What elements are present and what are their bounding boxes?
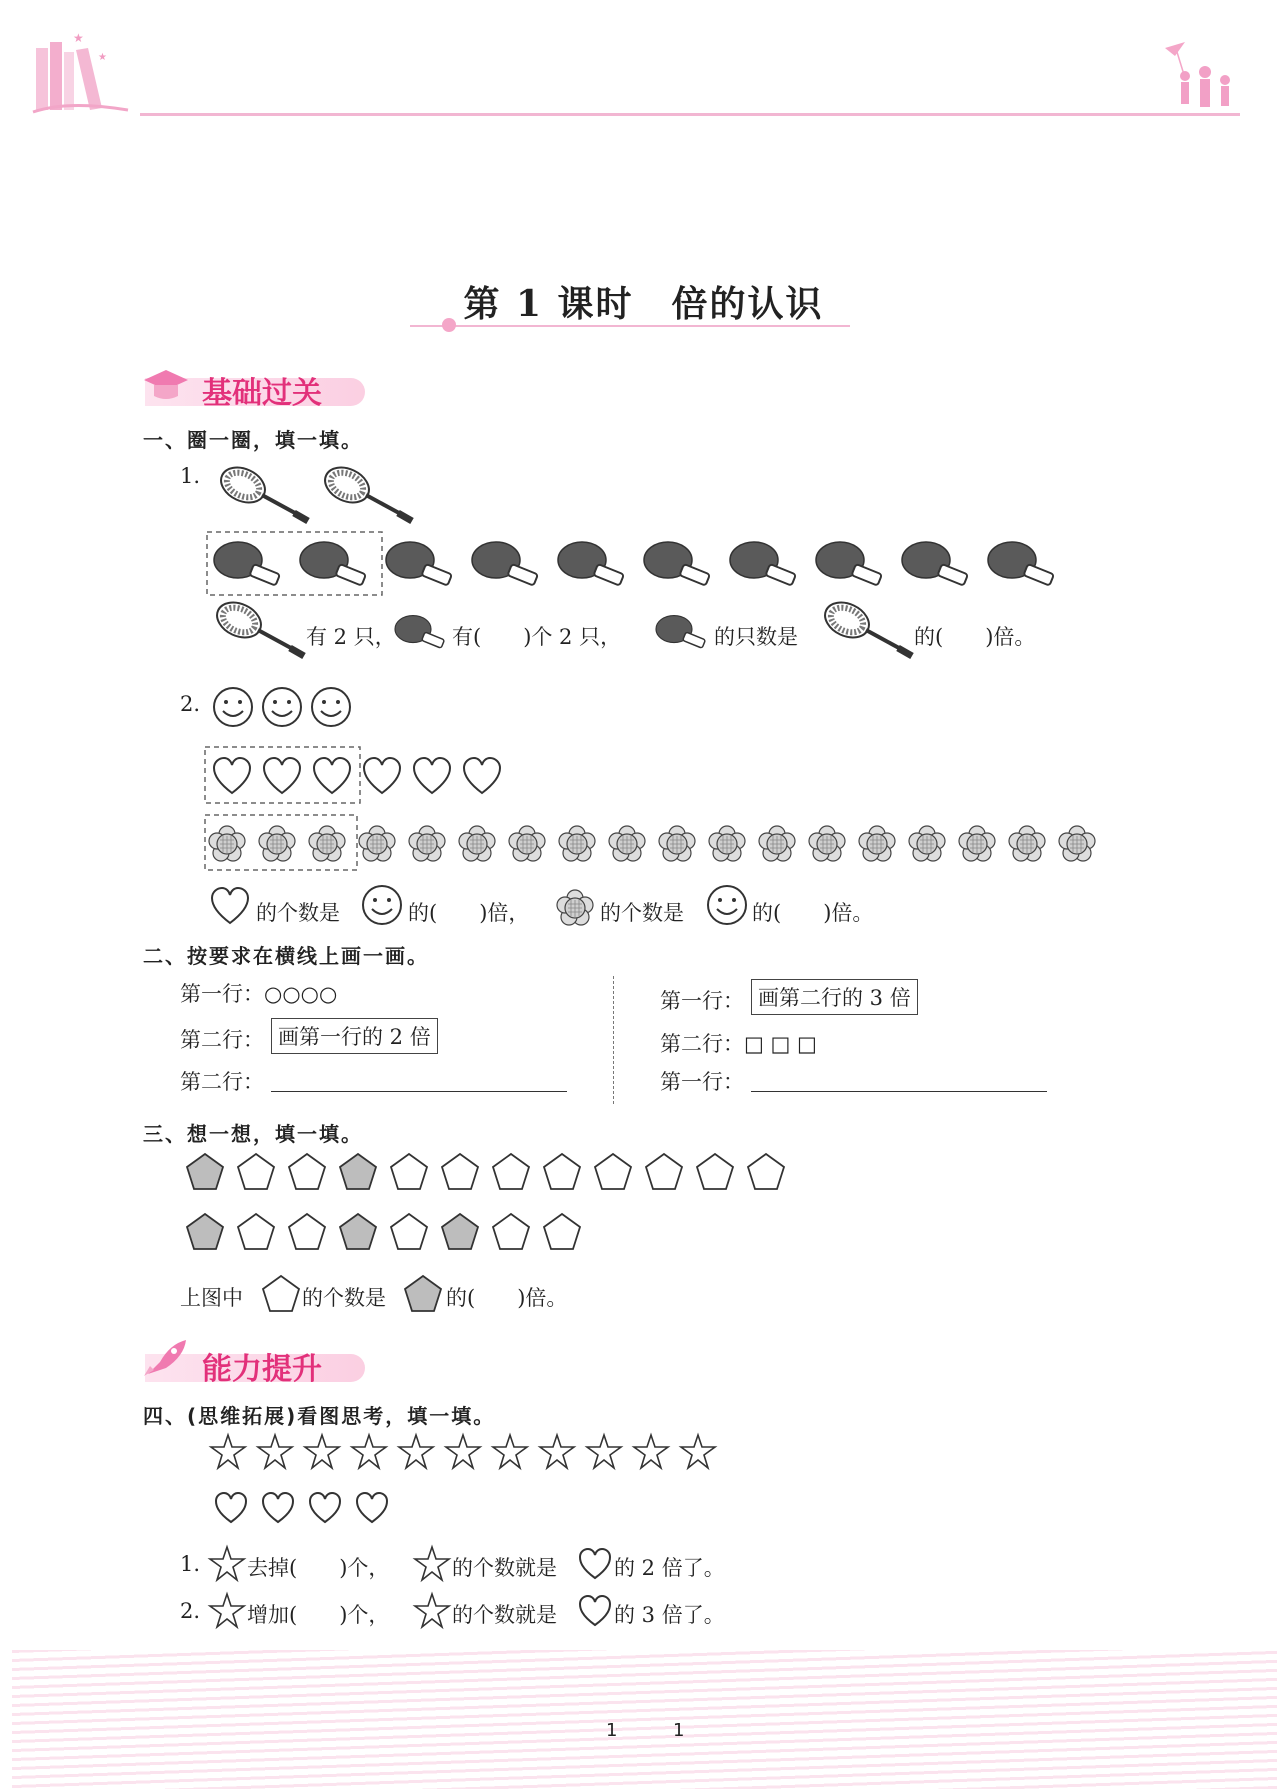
q2-right-row2: 第二行：□ □ □ bbox=[660, 1032, 817, 1056]
question-4-heading: 四、(思维拓展)看图思考，填一填。 bbox=[143, 1404, 496, 1428]
star-icon bbox=[540, 1435, 574, 1468]
flower-icon bbox=[259, 826, 295, 861]
star-icon bbox=[210, 1594, 244, 1627]
heart-icon bbox=[357, 1493, 387, 1522]
svg-text:★: ★ bbox=[98, 52, 107, 63]
star-icon bbox=[258, 1435, 292, 1468]
paddle-icon bbox=[395, 616, 444, 649]
pentagon-icon bbox=[493, 1214, 529, 1249]
question-2-heading: 二、按要求在横线上画一画。 bbox=[143, 944, 429, 968]
question-1-heading: 一、圈一圈，填一填。 bbox=[143, 428, 363, 452]
rocket-icon bbox=[140, 1336, 192, 1384]
pentagon-icon bbox=[544, 1154, 580, 1189]
flower-icon bbox=[609, 826, 645, 861]
q2-left-answer-line[interactable] bbox=[271, 1090, 567, 1092]
pentagon-icon bbox=[289, 1214, 325, 1249]
racket-icon bbox=[215, 461, 308, 521]
q2-left-row1: 第一行：○○○○ bbox=[180, 982, 338, 1006]
q4-1-text-b: 的个数就是 bbox=[452, 1556, 557, 1580]
star-icon bbox=[681, 1435, 715, 1468]
flower-icon bbox=[1009, 826, 1045, 861]
flower-icon bbox=[1059, 826, 1095, 861]
q4-1-text-c: 的 2 倍了。 bbox=[614, 1556, 725, 1580]
pentagon-icon bbox=[391, 1214, 427, 1249]
heart-icon bbox=[263, 1493, 293, 1522]
paddle-icon bbox=[386, 542, 452, 586]
paddle-icon bbox=[558, 542, 624, 586]
q2-right-row1-label: 第一行： bbox=[660, 989, 744, 1013]
page-title: 第 1 课时 倍的认识 bbox=[463, 283, 824, 325]
pentagon-icon bbox=[646, 1154, 682, 1189]
flower-icon bbox=[209, 826, 245, 861]
pentagon-icon bbox=[595, 1154, 631, 1189]
question-3-heading: 三、想一想，填一填。 bbox=[143, 1122, 363, 1146]
item-1-number: 1. bbox=[180, 464, 201, 488]
pentagon-icon bbox=[289, 1154, 325, 1189]
star-icon bbox=[415, 1594, 449, 1627]
smiley-icon bbox=[312, 688, 350, 726]
heart-icon bbox=[214, 758, 250, 793]
flower-icon bbox=[559, 826, 595, 861]
flower-row bbox=[209, 826, 1095, 861]
page-number-left: 1 bbox=[606, 1720, 618, 1741]
q1-2-text-a: 的个数是 bbox=[256, 901, 340, 925]
q4-2-text-a: 增加( )个， bbox=[247, 1603, 390, 1627]
q2-right-answer-line[interactable] bbox=[751, 1090, 1047, 1092]
paddle-icon bbox=[816, 542, 882, 586]
flower-icon bbox=[509, 826, 545, 861]
racket-icon bbox=[211, 596, 304, 656]
q4-2-number: 2. bbox=[180, 1599, 201, 1623]
star-icon bbox=[446, 1435, 480, 1468]
paddle-icon bbox=[214, 542, 280, 586]
q2-left-row2-label: 第二行： bbox=[180, 1028, 264, 1052]
racket-icon bbox=[819, 596, 912, 656]
item-2-number: 2. bbox=[180, 692, 201, 716]
pentagon-row-2 bbox=[187, 1214, 580, 1249]
star-icon bbox=[352, 1435, 386, 1468]
pentagon-icon bbox=[697, 1154, 733, 1189]
flower-icon bbox=[909, 826, 945, 861]
paddle-icon bbox=[644, 542, 710, 586]
q4-1-number: 1. bbox=[180, 1552, 201, 1576]
pentagon-icon bbox=[544, 1214, 580, 1249]
svg-text:★: ★ bbox=[73, 31, 84, 45]
flower-icon bbox=[859, 826, 895, 861]
pentagon-icon bbox=[391, 1154, 427, 1189]
heart-icon bbox=[310, 1493, 340, 1522]
q3-text-a: 上图中 bbox=[180, 1286, 243, 1310]
paddle-icon bbox=[902, 542, 968, 586]
star-icon bbox=[211, 1435, 245, 1468]
q2-divider bbox=[613, 976, 615, 1104]
paddle-icon bbox=[730, 542, 796, 586]
star-row bbox=[211, 1435, 715, 1468]
star-icon bbox=[634, 1435, 668, 1468]
q3-text-b: 的个数是 bbox=[302, 1286, 386, 1310]
smiley-icon bbox=[708, 886, 746, 924]
q1-1-text-b: 有( )个 2 只， bbox=[452, 625, 622, 649]
q1-2-text-d: 的( )倍。 bbox=[752, 901, 874, 925]
pentagon-icon bbox=[238, 1154, 274, 1189]
q3-text-c: 的( )倍。 bbox=[446, 1286, 568, 1310]
smiley-icon bbox=[263, 688, 301, 726]
flower-icon bbox=[359, 826, 395, 861]
q2-left-row3-label: 第二行： bbox=[180, 1070, 264, 1094]
star-icon bbox=[305, 1435, 339, 1468]
heart-icon bbox=[464, 758, 500, 793]
q1-1-text-d: 的( )倍。 bbox=[914, 625, 1036, 649]
star-icon bbox=[415, 1547, 449, 1580]
pentagon-icon bbox=[748, 1154, 784, 1189]
flower-icon bbox=[459, 826, 495, 861]
flower-icon bbox=[809, 826, 845, 861]
q2-left-instruction-box: 画第一行的 2 倍 bbox=[271, 1018, 438, 1054]
heart-icon bbox=[212, 888, 248, 923]
footer-stripes bbox=[12, 1650, 1277, 1789]
shaded-pentagon-icon bbox=[187, 1214, 223, 1249]
smiley-icon bbox=[363, 886, 401, 924]
shaded-pentagon-icon bbox=[340, 1154, 376, 1189]
flower-icon bbox=[309, 826, 345, 861]
shaded-pentagon-icon bbox=[405, 1276, 441, 1311]
heart-row bbox=[216, 1493, 387, 1522]
pentagon-icon bbox=[263, 1276, 299, 1311]
star-icon bbox=[399, 1435, 433, 1468]
flower-icon bbox=[759, 826, 795, 861]
flower-icon bbox=[709, 826, 745, 861]
q1-1-text-c: 的只数是 bbox=[714, 625, 798, 649]
shaded-pentagon-icon bbox=[340, 1214, 376, 1249]
shaded-pentagon-icon bbox=[442, 1214, 478, 1249]
section-title-advanced: 能力提升 bbox=[202, 1352, 322, 1387]
star-icon bbox=[587, 1435, 621, 1468]
heart-icon bbox=[314, 758, 350, 793]
pentagon-icon bbox=[238, 1214, 274, 1249]
shaded-pentagon-icon bbox=[187, 1154, 223, 1189]
q1-2-text-c: 的个数是 bbox=[600, 901, 684, 925]
pentagon-row-1 bbox=[187, 1154, 784, 1189]
heart-icon bbox=[216, 1493, 246, 1522]
heart-icon bbox=[264, 758, 300, 793]
heart-icon bbox=[364, 758, 400, 793]
paddle-icon bbox=[988, 542, 1054, 586]
section-title-basic: 基础过关 bbox=[202, 376, 322, 411]
pentagon-icon bbox=[493, 1154, 529, 1189]
flower-icon bbox=[409, 826, 445, 861]
racket-icon bbox=[319, 461, 412, 521]
heart-icon bbox=[414, 758, 450, 793]
smiley-icon bbox=[214, 688, 252, 726]
pentagon-icon bbox=[442, 1154, 478, 1189]
q2-right-row3-label: 第一行： bbox=[660, 1070, 744, 1094]
heart-icon bbox=[580, 1596, 610, 1625]
q1-1-text-a: 有 2 只， bbox=[306, 625, 396, 649]
flower-icon bbox=[659, 826, 695, 861]
paddle-icon bbox=[300, 542, 366, 586]
q4-2-text-c: 的 3 倍了。 bbox=[614, 1603, 725, 1627]
page-number-right: 1 bbox=[673, 1720, 685, 1741]
paddle-icon bbox=[656, 616, 705, 649]
star-icon bbox=[210, 1547, 244, 1580]
flower-icon bbox=[557, 890, 593, 925]
heart-icon bbox=[580, 1549, 610, 1578]
star-icon bbox=[493, 1435, 527, 1468]
q1-2-text-b: 的( )倍， bbox=[408, 901, 530, 925]
q2-right-instruction-box: 画第二行的 3 倍 bbox=[751, 979, 918, 1015]
q4-2-text-b: 的个数就是 bbox=[452, 1603, 557, 1627]
paddle-icon bbox=[472, 542, 538, 586]
flower-icon bbox=[959, 826, 995, 861]
q4-1-text-a: 去掉( )个， bbox=[247, 1556, 390, 1580]
